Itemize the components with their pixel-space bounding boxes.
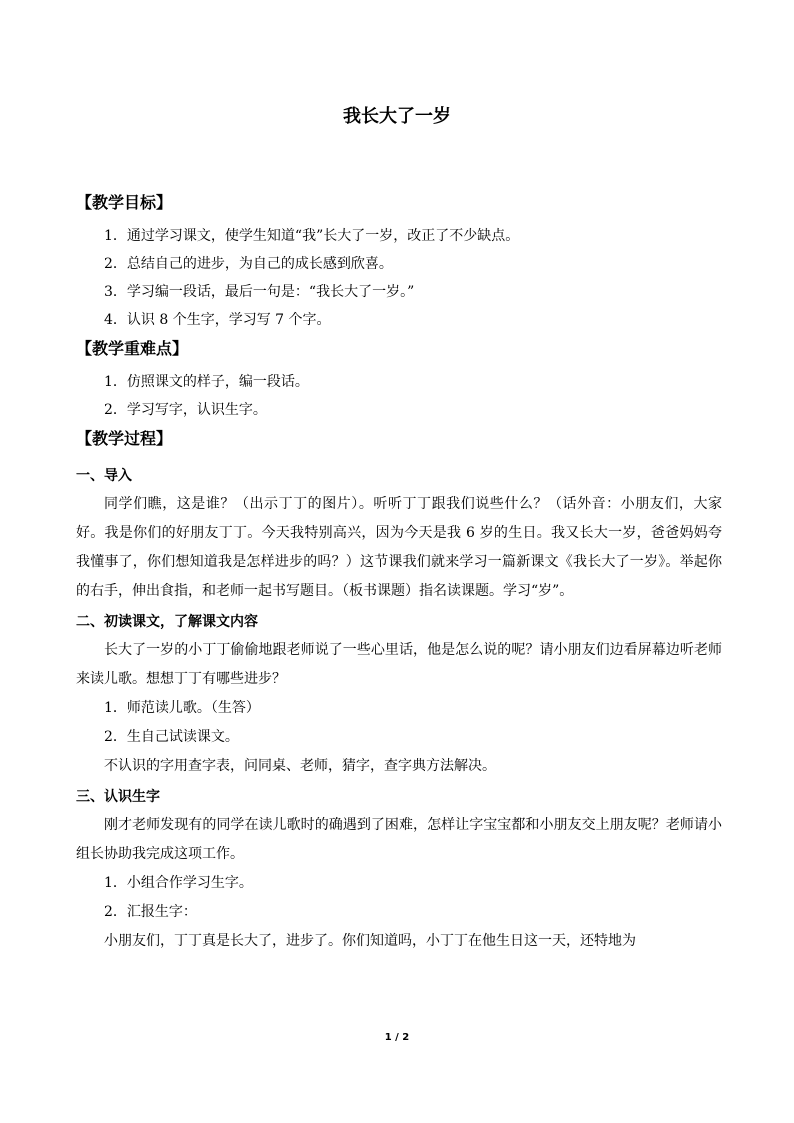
part2-paragraph: 长大了一岁的小丁丁偷偷地跟老师说了一些心里话，他是怎么说的呢？请小朋友们边看屏幕边听老师来读儿歌。想想丁丁有哪些进步？ xyxy=(76,642,722,687)
document-body xyxy=(76,188,722,956)
goals-list xyxy=(76,222,722,334)
part1-heading: 一、导入 xyxy=(76,468,132,484)
key-point-item: 1．仿照课文的样子，编一段话。 xyxy=(104,374,309,390)
process-heading: 【教学过程】 xyxy=(76,429,173,448)
part3-paragraph-end: 小朋友们，丁丁真是长大了，进步了。你们知道吗，小丁丁在他生日这一天，还特地为 xyxy=(104,933,636,949)
key-points-heading: 【教学重难点】 xyxy=(76,339,189,358)
key-point-item: 2．学习写字，认识生字。 xyxy=(104,402,267,418)
goals-heading: 【教学目标】 xyxy=(76,193,173,212)
part3-step: 2．汇报生字： xyxy=(104,904,197,920)
goal-item: 2．总结自己的进步，为自己的成长感到欣喜。 xyxy=(104,256,393,272)
page-title: 我长大了一岁 xyxy=(343,106,451,127)
key-points-list xyxy=(76,368,722,424)
goal-item: 1．通过学习课文，使学生知道“我”长大了一岁，改正了不少缺点。 xyxy=(104,228,520,244)
part3-step: 1．小组合作学习生字。 xyxy=(104,875,253,891)
part2-step: 2．生自己试读课文。 xyxy=(104,729,239,745)
part1-paragraph: 同学们瞧，这是谁？（出示丁丁的图片）。听听丁丁跟我们说些什么？（话外音：小朋友们，大家好。我是你们的好朋友丁丁。今天我特别高兴，因为今天是我 6 岁的生日。我又长大一岁，爸爸妈妈夸我懂事了，你们想知道我是怎样进步的吗？）这节课我们就来学习一篇新课文《我长大了一岁》。举起你的右手，伸出食指，和老师一起书写题目。（板书课题）指名读课题。学习“岁”。 xyxy=(76,496,722,599)
part2-note: 不认识的字用查字表，问同桌、老师，猜字，查字典方法解决。 xyxy=(104,758,496,774)
page-number: 1 / 2 xyxy=(384,1032,410,1043)
part2-heading: 二、初读课文，了解课文内容 xyxy=(76,614,258,630)
part2-step: 1．师范读儿歌。（生答） xyxy=(104,700,260,716)
part3-paragraph: 刚才老师发现有的同学在读儿歌时的确遇到了困难，怎样让字宝宝都和小朋友交上朋友呢？老师请小组长协助我完成这项工作。 xyxy=(76,817,722,862)
part3-heading: 三、认识生字 xyxy=(76,789,160,805)
goal-item: 4．认识 8 个生字，学习写 7 个字。 xyxy=(104,312,331,328)
goal-item: 3．学习编一段话，最后一句是：“我长大了一岁。” xyxy=(104,284,415,300)
